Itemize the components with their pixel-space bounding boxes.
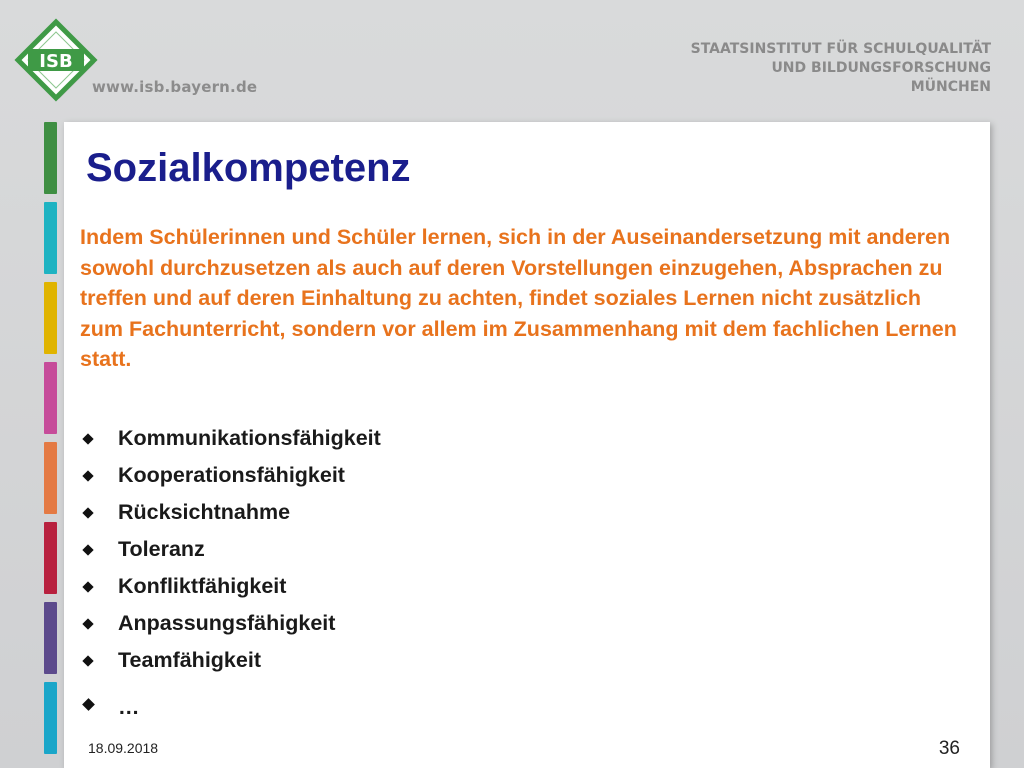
diamond-bullet-icon (82, 507, 93, 518)
list-item (80, 422, 381, 459)
list-item (80, 644, 381, 681)
diamond-bullet-icon (82, 698, 95, 711)
list-item (80, 607, 381, 644)
bullet-list (80, 422, 381, 728)
slide-panel (64, 122, 990, 768)
list-item-label: Rücksichtnahme (118, 500, 291, 524)
list-item-label: Kooperationsfähigkeit (118, 463, 345, 487)
institute-line: MÜNCHEN (910, 79, 991, 95)
institute-line: STAATSINSTITUT FÜR SCHULQUALITÄT (690, 41, 991, 57)
color-stripe (44, 522, 57, 594)
diamond-bullet-icon (82, 618, 93, 629)
list-item-label: Teamfähigkeit (118, 648, 261, 672)
isb-logo (14, 18, 98, 102)
slide-title: Sozialkompetenz (86, 146, 411, 190)
list-item (80, 570, 381, 607)
list-item (80, 533, 381, 570)
diamond-bullet-icon (82, 470, 93, 481)
list-item (80, 691, 381, 728)
intro-paragraph: Indem Schülerinnen und Schüler lernen, sich in der Auseinandersetzung mit anderen sowohl durchzusetzen als auch auf deren Vorstellungen einzugehen, Absprachen zu treffen und auf deren Einhaltung zu achten, findet soziales Lernen nicht zusätzlich zum Fachunterricht, sondern vor allem im Zusammenhang mit dem fachlichen Lernen statt. (80, 225, 957, 371)
color-stripe (44, 602, 57, 674)
color-stripes (44, 122, 57, 762)
institute-line: UND BILDUNGSFORSCHUNG (771, 60, 991, 76)
list-item-label: Konfliktfähigkeit (118, 574, 287, 598)
list-item (80, 496, 381, 533)
page-number: 36 (938, 738, 960, 759)
list-item-label: … (118, 695, 140, 719)
list-item-label: Kommunikationsfähigkeit (118, 426, 381, 450)
list-item-label: Anpassungsfähigkeit (118, 611, 336, 635)
color-stripe (44, 442, 57, 514)
list-item-label: Toleranz (118, 537, 205, 561)
website-url[interactable]: www.isb.bayern.de (92, 78, 258, 96)
color-stripe (44, 202, 57, 274)
diamond-bullet-icon (82, 544, 93, 555)
logo-text: ISB (39, 51, 73, 72)
color-stripe (44, 122, 57, 194)
color-stripe (44, 682, 57, 754)
diamond-bullet-icon (82, 655, 93, 666)
diamond-bullet-icon (82, 433, 93, 444)
slide-date: 18.09.2018 (88, 740, 159, 756)
color-stripe (44, 362, 57, 434)
institute-name (691, 40, 991, 97)
diamond-bullet-icon (82, 581, 93, 592)
color-stripe (44, 282, 57, 354)
list-item (80, 459, 381, 496)
